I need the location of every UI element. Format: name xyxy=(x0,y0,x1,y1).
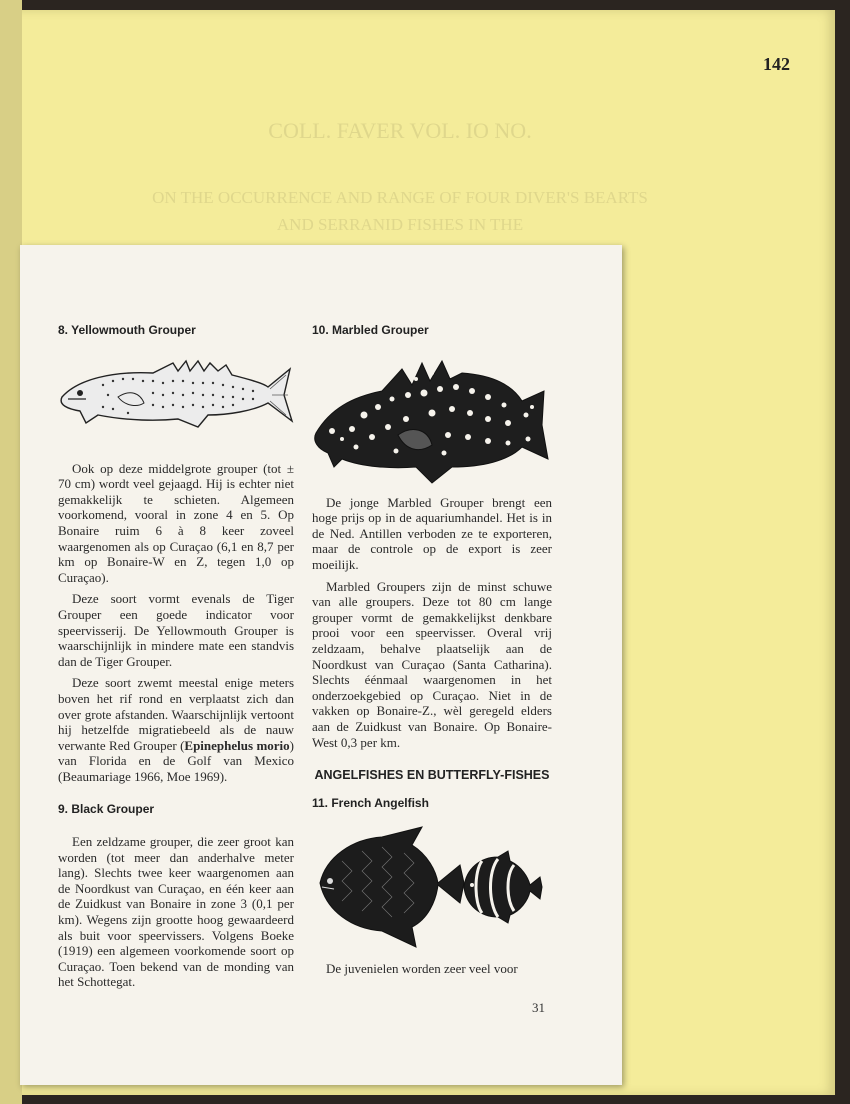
text-span: ) van Florida en de Golf van Mexico (Beaumariage 1966, Moe 1969). xyxy=(58,737,294,784)
faded-back-text-line: ON THE OCCURRENCE AND RANGE OF FOUR DIVER'S BEARTS xyxy=(152,188,648,207)
angelfishes-butterflyfishes-heading: ANGELFISHES EN BUTTERFLY-FISHES xyxy=(314,768,550,783)
section-8-paragraph: Ook op deze middelgrote grouper (tot ± 70 cm) wordt veel gejaagd. Hij is echter niet gemakkelijk te schieten. Algemeen voorkomend, vooral in zone 4 en 5. Op Bonaire ruim 6 à 8 keer zoveel waargenomen als op Curaçao (6,1 en 8,7 per km op Bonaire-W en Z, tegen 1,0 op Curaçao). xyxy=(58,460,294,585)
section-9-heading: 9. Black Grouper xyxy=(58,802,155,817)
section-11-heading: 11. French Angelfish xyxy=(312,795,429,810)
section-8-paragraph: Deze soort vormt evenals de Tiger Grouper een goede indicator voor speervisserij. De Yellowmouth Grouper is waarschijnlijk in mindere mate een standvis dan de Tiger Grouper. xyxy=(58,591,294,669)
bottom-page-number: 31 xyxy=(532,1000,545,1015)
species-name-bold: Epinephelus morio xyxy=(184,737,290,753)
section-10-heading: 10. Marbled Grouper xyxy=(312,323,429,337)
booklet-page xyxy=(20,245,622,1085)
yellowmouth-grouper-illustration xyxy=(58,349,294,431)
section-8-heading: 8. Yellowmouth Grouper xyxy=(58,323,196,337)
section-10-paragraph: De jonge Marbled Grouper brengt een hoge prijs op in de aquariumhandel. Het is in de Ned. Antillen verboden ze te exporteren, maar de controle op de export is zeer moeilijk. xyxy=(312,494,552,572)
section-10-paragraph: Marbled Groupers zijn de minst schuwe van alle groupers. Deze tot 80 cm lange grouper vormt de gemakkelijkst denkbare prooi voor een speervisser. Overal vrij zeldzaam, behalve plaatselijk aan de Noordkust van Curaçao (Santa Catharina). Slechts éénmaal waargenomen in het onderzoekgebied op Curaçao. Niet in de vakken op Bonaire-Z., wèl geregeld elders aan de Zuidkust van Bonaire. Op Bonaire-West 0,3 per km. xyxy=(312,578,552,750)
section-11-paragraph: De juvenielen worden zeer veel voor xyxy=(326,961,518,977)
binding-edge xyxy=(0,0,22,1104)
section-8-paragraph xyxy=(58,675,294,784)
left-column xyxy=(58,323,294,996)
french-angelfish-illustration xyxy=(312,821,552,953)
top-page-number: 142 xyxy=(763,54,790,74)
faded-back-text-line: AND SERRANID FISHES IN THE xyxy=(276,215,524,234)
right-column xyxy=(312,323,552,983)
marbled-grouper-illustration xyxy=(312,349,552,489)
faded-back-text-line: COLL. FAVER VOL. IO NO. xyxy=(268,118,532,143)
section-9-paragraph: Een zeldzame grouper, die zeer groot kan worden (tot meer dan anderhalve meter lang). Slechts twee keer waargenomen aan de Noordkust van Curaçao, en één keer aan de Zuidkust van Bonaire in zone 3 (0,1 per km). Wegens zijn grootte hoog gewaardeerd als buit voor speervissers. Volgens Boeke (1919) een algemeen voorkomende soort op Curaçao. Toen bekend van de monding van het Schottegat. xyxy=(58,834,294,990)
text-span: Deze soort zwemt meestal enige meters boven het rif rond en verplaatst zich dan over grote afstanden. Waarschijnlijk vertoont hij hetzelfde migratiebeeld als de nauw verwante Red Grouper ( xyxy=(58,675,294,753)
